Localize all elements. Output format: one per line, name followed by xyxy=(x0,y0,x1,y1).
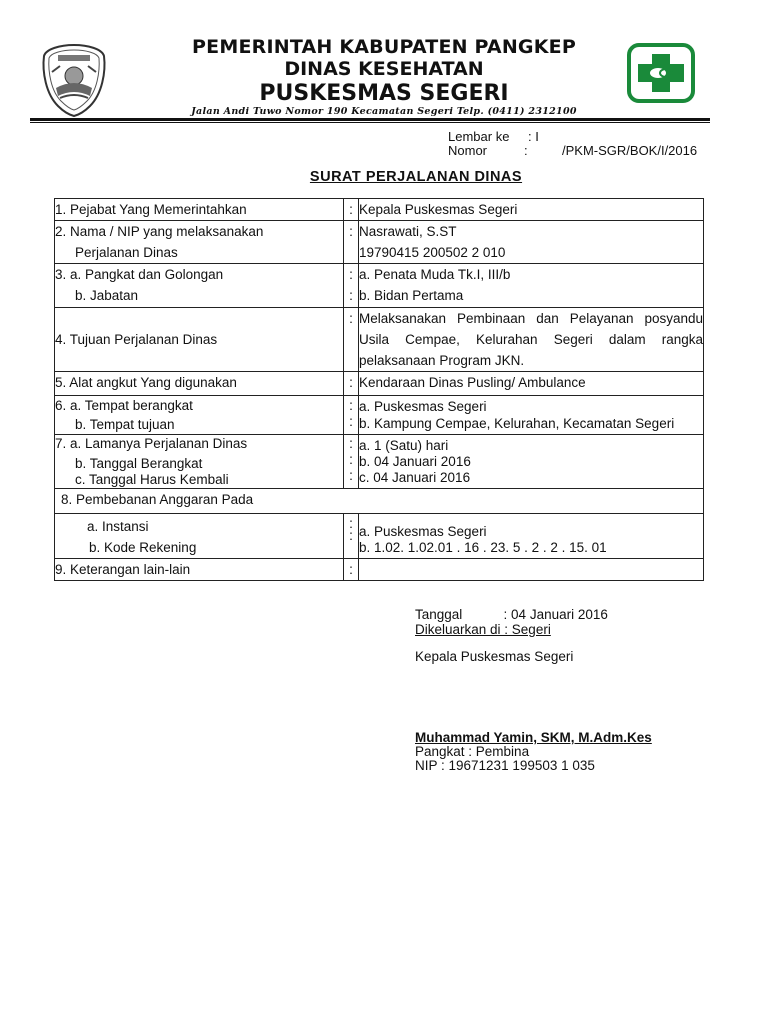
row8b-value xyxy=(359,514,704,559)
signer-position: Kepala Puskesmas Segeri xyxy=(415,649,574,664)
issue-place: Dikeluarkan di : Segeri xyxy=(415,622,551,637)
table-row xyxy=(55,559,704,581)
row6-value xyxy=(359,396,704,435)
row7-label-c: c. Tanggal Harus Kembali xyxy=(75,472,229,487)
row3-label-b: b. Jabatan xyxy=(75,288,139,303)
row1-sep: : xyxy=(344,199,359,221)
table-row xyxy=(55,308,704,372)
table-row xyxy=(55,489,704,514)
row3-label-a: 3. a. Pangkat dan Golongan xyxy=(55,267,224,282)
table-row xyxy=(55,514,704,559)
row7-value-b: b. 04 Januari 2016 xyxy=(359,454,471,469)
row7-sep xyxy=(344,435,359,489)
row3-label xyxy=(55,264,344,308)
table-row xyxy=(55,372,704,396)
row8-label: 8. Pembebanan Anggaran Pada xyxy=(55,489,704,514)
row6-label xyxy=(55,396,344,435)
row8b-label xyxy=(55,514,344,559)
row7-value-c: c. 04 Januari 2016 xyxy=(359,470,471,485)
row7-sep-b: : xyxy=(349,452,353,467)
document-title: SURAT PERJALANAN DINAS xyxy=(309,169,523,185)
table-row xyxy=(55,435,704,489)
row4-value: Melaksanakan Pembinaan dan Pelayanan posyandu Usila Cempae, Kelurahan Segeri dalam rangka pelaksanaan Program JKN. xyxy=(359,308,704,372)
nomor-label: Nomor xyxy=(448,143,488,158)
travel-detail-table xyxy=(54,198,704,581)
row7-label-a: 7. a. Lamanya Perjalanan Dinas xyxy=(55,436,248,451)
row4-label: 4. Tujuan Perjalanan Dinas xyxy=(55,308,344,372)
table-row xyxy=(55,396,704,435)
row9-label: 9. Keterangan lain-lain xyxy=(55,559,344,581)
lembar-value: : I xyxy=(528,129,539,144)
row7-label xyxy=(55,435,344,489)
header-department: DINAS KESEHATAN xyxy=(284,58,484,80)
row7-sep-a: : xyxy=(349,436,353,451)
row7-label-b: b. Tanggal Berangkat xyxy=(75,456,203,471)
nomor-sep: : xyxy=(524,143,528,158)
row8b-label-b: b. Kode Rekening xyxy=(89,540,197,555)
row7-value-a: a. 1 (Satu) hari xyxy=(359,438,449,453)
row2-label-b: Perjalanan Dinas xyxy=(75,245,178,260)
row3-sep-b: : xyxy=(349,288,353,303)
row3-value-b: b. Bidan Pertama xyxy=(359,288,464,303)
issue-date: Tanggal : 04 Januari 2016 xyxy=(415,607,608,622)
signer-nip: NIP : 19671231 199503 1 035 xyxy=(415,758,595,773)
row7-value xyxy=(359,435,704,489)
row3-sep xyxy=(344,264,359,308)
header-puskesmas: PUSKESMAS SEGERI xyxy=(259,81,509,106)
row8b-sep-b: : xyxy=(349,528,353,543)
row1-label: 1. Pejabat Yang Memerintahkan xyxy=(55,199,344,221)
row9-value xyxy=(359,559,704,581)
signer-rank: Pangkat : Pembina xyxy=(415,744,530,759)
row2-sep: : xyxy=(344,221,359,264)
row6-label-b: b. Tempat tujuan xyxy=(75,417,175,432)
row4-sep: : xyxy=(344,308,359,372)
row9-sep: : xyxy=(344,559,359,581)
table-row xyxy=(55,221,704,264)
row7-sep-c: : xyxy=(349,468,353,483)
table-row xyxy=(55,264,704,308)
row1-value: Kepala Puskesmas Segeri xyxy=(359,199,704,221)
row8b-sep xyxy=(344,514,359,559)
row5-value: Kendaraan Dinas Pusling/ Ambulance xyxy=(359,372,704,396)
header-rule-thin xyxy=(30,122,710,123)
row6-sep-b: : xyxy=(349,414,353,429)
row2-value xyxy=(359,221,704,264)
row6-label-a: 6. a. Tempat berangkat xyxy=(55,398,193,413)
row2-value-a: Nasrawati, S.ST xyxy=(359,224,457,239)
header-government: PEMERINTAH KABUPATEN PANGKEP xyxy=(192,36,576,58)
row6-sep xyxy=(344,396,359,435)
table-row xyxy=(55,199,704,221)
row8b-value-a: a. Puskesmas Segeri xyxy=(359,524,487,539)
row6-sep-a: : xyxy=(349,398,353,413)
nomor-value: /PKM-SGR/BOK/I/2016 xyxy=(562,143,698,158)
row5-sep: : xyxy=(344,372,359,396)
row3-value xyxy=(359,264,704,308)
nomor-line xyxy=(448,143,697,158)
row8b-sep-a: : xyxy=(349,516,353,531)
row5-label: 5. Alat angkut Yang digunakan xyxy=(55,372,344,396)
row2-value-b: 19790415 200502 2 010 xyxy=(359,245,506,260)
lembar-line xyxy=(448,129,539,144)
signer-name: Muhammad Yamin, SKM, M.Adm.Kes xyxy=(415,730,652,745)
row8b-value-b: b. 1.02. 1.02.01 . 16 . 23. 5 . 2 . 2 . 15. 01 xyxy=(359,540,607,555)
row3-sep-a: : xyxy=(349,267,353,282)
header-rule xyxy=(30,118,710,121)
row8b-label-a: a. Instansi xyxy=(87,519,149,534)
row3-value-a: a. Penata Muda Tk.I, III/b xyxy=(359,267,511,282)
row6-value-a: a. Puskesmas Segeri xyxy=(359,399,487,414)
row2-label-a: 2. Nama / NIP yang melaksanakan xyxy=(55,224,264,239)
header-address: Jalan Andi Tuwo Nomor 190 Kecamatan Segeri Telp. (0411) 2312100 xyxy=(191,106,577,117)
lembar-label: Lembar ke xyxy=(448,129,510,144)
row2-label xyxy=(55,221,344,264)
row6-value-b: b. Kampung Cempae, Kelurahan, Kecamatan Segeri xyxy=(359,416,675,431)
